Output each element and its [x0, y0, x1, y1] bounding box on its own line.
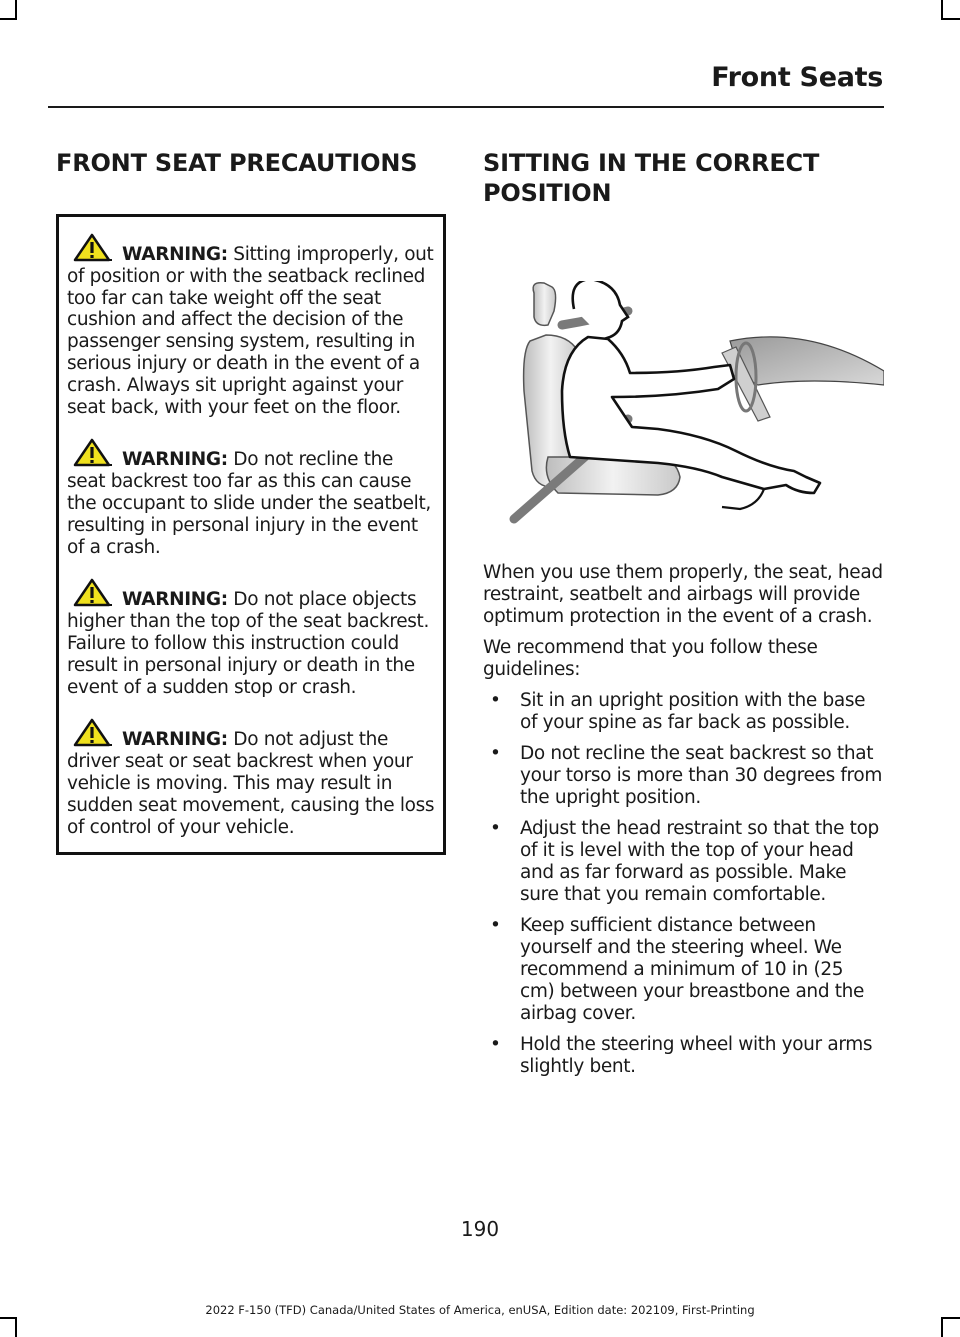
warning-label: WARNING: — [122, 449, 228, 471]
warning-triangle-icon — [72, 578, 112, 608]
warning-triangle-icon — [72, 718, 112, 748]
right-column — [483, 148, 883, 1087]
lead-paragraph: We recommend that you follow these guidelines: — [483, 637, 818, 680]
section-heading-precautions: FRONT SEAT PRECAUTIONS — [56, 149, 418, 177]
warning-item — [67, 578, 435, 698]
list-item-text: Sit in an upright position with the base of your spine as far back as possible. — [520, 690, 866, 733]
warning-triangle-icon — [72, 438, 112, 468]
warning-triangle-icon — [72, 233, 112, 263]
warning-text: Do not recline the seat backrest too far as this can cause the occupant to slide under the seatbelt, resulting in personal injury in the event of a crash. — [67, 449, 431, 558]
seated-driver-illustration — [508, 281, 884, 531]
warning-item — [67, 718, 435, 838]
guidelines-list — [483, 690, 883, 1078]
warning-text: Do not adjust the driver seat or seat backrest when your vehicle is moving. This may result in sudden seat movement, causing the loss of control of your vehicle. — [67, 729, 435, 838]
bullet: • — [490, 743, 501, 764]
left-column — [56, 148, 446, 855]
intro-paragraph: When you use them properly, the seat, head restraint, seatbelt and airbags will provide optimum protection in the event of a crash. — [483, 562, 883, 627]
bullet: • — [490, 690, 501, 711]
warning-label: WARNING: — [122, 589, 228, 611]
header-rule — [48, 106, 884, 108]
warning-box — [56, 214, 446, 855]
crop-mark — [943, 1317, 960, 1319]
warning-item — [67, 438, 435, 558]
crop-mark — [15, 0, 17, 20]
list-item-text: Hold the steering wheel with your arms slightly bent. — [520, 1034, 873, 1077]
heading-line: SITTING IN THE CORRECT — [483, 149, 820, 177]
crop-mark — [941, 1317, 943, 1337]
section-heading-position — [483, 148, 883, 208]
bullet: • — [490, 915, 501, 936]
heading-line: POSITION — [483, 179, 612, 207]
seated-driver-illustration — [508, 281, 884, 531]
crop-mark — [0, 18, 17, 20]
bullet: • — [490, 1034, 501, 1055]
list-item-text: Do not recline the seat backrest so that your torso is more than 30 degrees from the upright position. — [520, 743, 883, 808]
warning-label: WARNING: — [122, 729, 228, 751]
list-item — [483, 818, 883, 906]
warning-text: Sitting improperly, out of position or with the seatback reclined too far can take weight off the seat cushion and affect the decision of the passenger sensing system, resulting in serious injury or death in the event of a crash. Always sit upright against your seat back, with your feet on the floor. — [67, 244, 434, 418]
list-item-text: Adjust the head restraint so that the top of it is level with the top of your head and as far forward as possible. Make sure that you remain comfortable. — [520, 818, 879, 905]
list-item — [483, 743, 883, 809]
crop-mark — [941, 0, 943, 20]
page-number: 190 — [460, 1217, 500, 1241]
warning-label: WARNING: — [122, 244, 228, 265]
list-item — [483, 690, 883, 734]
warning-item — [67, 233, 435, 418]
crop-mark — [0, 1317, 17, 1319]
footer-edition-line: 2022 F-150 (TFD) Canada/United States of America, enUSA, Edition date: 202109, First-Printing — [205, 1303, 755, 1317]
warning-text: Do not place objects higher than the top of the seat backrest. Failure to follow this instruction could result in personal injury or death in the event of a sudden stop or crash. — [67, 589, 429, 698]
running-head: Front Seats — [711, 62, 883, 93]
crop-mark — [15, 1317, 17, 1337]
list-item-text: Keep sufficient distance between yourself and the steering wheel. We recommend a minimum of 10 in (25 cm) between your breastbone and the airbag cover. — [520, 915, 865, 1024]
crop-mark — [943, 18, 960, 20]
list-item — [483, 915, 883, 1025]
list-item — [483, 1034, 883, 1078]
bullet: • — [490, 818, 501, 839]
